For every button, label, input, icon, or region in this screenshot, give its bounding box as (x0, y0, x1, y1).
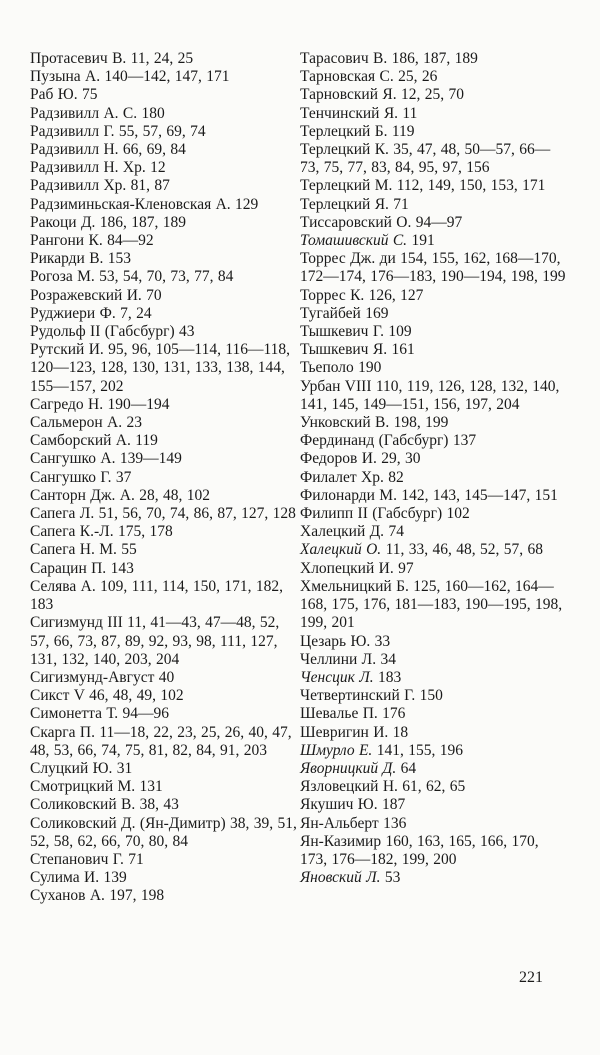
entry-pages: 11 (402, 104, 418, 122)
index-entry (300, 414, 568, 432)
index-entry (300, 196, 568, 214)
index-entry (300, 86, 568, 104)
entry-pages: 94—97 (415, 213, 463, 231)
entry-name: Торрес К. (300, 286, 365, 304)
index-entry (300, 742, 568, 760)
index-entry (30, 141, 298, 159)
entry-name: Радзивилл Г. (30, 122, 115, 140)
index-entry (30, 487, 298, 505)
entry-pages: 119 (135, 432, 158, 450)
index-entry (300, 250, 568, 286)
entry-name: Рогоза М. (30, 268, 95, 286)
entry-pages: 7, 24 (120, 304, 152, 322)
index-entry (30, 760, 298, 778)
entry-pages: 37 (115, 468, 132, 486)
index-entry (30, 541, 298, 559)
entry-name: Халецкий О. (300, 541, 382, 559)
entry-name: Раб Ю. (30, 86, 78, 104)
entry-name: Федоров И. (300, 450, 377, 468)
entry-pages: 25, 26 (398, 68, 438, 86)
entry-name: Филипп II (Габсбург) (300, 505, 443, 523)
index-entry (300, 669, 568, 687)
entry-name: Сапега Л. (30, 505, 95, 523)
index-entry (30, 450, 298, 468)
index-column-left (30, 50, 298, 906)
index-entry (300, 833, 568, 869)
entry-pages: 197, 198 (109, 887, 165, 905)
index-entry (300, 541, 568, 559)
entry-pages: 140—142, 147, 171 (104, 68, 230, 86)
entry-pages: 29, 30 (381, 450, 421, 468)
index-entry (30, 469, 298, 487)
index-entry (30, 68, 298, 86)
entry-pages: 187 (381, 796, 406, 814)
entry-name: Урбан VIII (300, 377, 372, 395)
entry-name: Радзивилл Хр. (30, 177, 127, 195)
entry-pages: 40 (158, 668, 175, 686)
entry-name: Шевригин И. (300, 723, 389, 741)
entry-pages: 190 (358, 359, 382, 377)
entry-name: Терлецкий К. (300, 141, 389, 159)
entry-name: Рангони К. (30, 232, 103, 250)
entry-name: Соликовский Д. (Ян-Димитр) (30, 814, 226, 832)
entry-pages: 82 (388, 468, 404, 486)
index-entry (30, 815, 298, 851)
index-entry (300, 760, 568, 778)
index-entry (30, 705, 298, 723)
entry-name: Ян-Альберт (300, 814, 379, 832)
index-entry (30, 687, 298, 705)
entry-pages: 11—18, 22, 23, 25, 26, 40, 47, 48, 53, 66, 74, 75, 81, 82, 84, 91, 203 (30, 723, 292, 759)
entry-name: Пузына А. (30, 68, 101, 86)
entry-pages: 11, 33, 46, 48, 52, 57, 68 (385, 541, 543, 559)
entry-pages: 154, 155, 162, 168—170, 172—174, 176—183, 190—194, 198, 199 (300, 250, 566, 286)
entry-name: Сангушко А. (30, 450, 116, 468)
entry-name: Санторн Дж. А. (30, 486, 135, 504)
index-entry (300, 505, 568, 523)
entry-pages: 139—149 (119, 450, 182, 468)
index-entry (30, 614, 298, 669)
index-entry (30, 214, 298, 232)
entry-name: Филонарди М. (300, 486, 397, 504)
entry-name: Терлецкий Б. (300, 122, 388, 140)
entry-name: Хлопецкий И. (300, 559, 394, 577)
entry-pages: 102 (446, 505, 470, 523)
entry-name: Руджиери Ф. (30, 304, 116, 322)
index-entry (30, 505, 298, 523)
entry-name: Радзиминьская-Кленовская А. (30, 195, 231, 213)
index-entry (300, 560, 568, 578)
index-entry (30, 341, 298, 396)
entry-name: Протасевич В. (30, 50, 127, 67)
index-entry (30, 414, 298, 432)
index-entry (300, 68, 568, 86)
index-entry (30, 724, 298, 760)
entry-name: Скарга П. (30, 723, 95, 741)
entry-name: Тьеполо (300, 359, 354, 377)
entry-pages: 186, 187, 189 (99, 213, 187, 231)
entry-name: Торрес Дж. ди (300, 250, 396, 268)
entry-pages: 84—92 (107, 232, 154, 250)
entry-name: Симонетта Т. (30, 705, 119, 723)
entry-pages: 136 (383, 814, 407, 832)
index-entry (30, 123, 298, 141)
entry-name: Яновский Л. (300, 869, 381, 887)
entry-name: Яворницкий Д. (300, 759, 397, 777)
index-entry (30, 177, 298, 195)
entry-name: Сигизмунд-Август (30, 668, 155, 686)
entry-pages: 180 (141, 104, 165, 122)
entry-pages: 175, 178 (117, 523, 173, 541)
index-entry (300, 105, 568, 123)
entry-name: Шмурло Е. (300, 741, 373, 759)
entry-pages: 137 (452, 432, 477, 450)
index-entry (30, 305, 298, 323)
entry-pages: 55 (121, 541, 137, 559)
entry-pages: 143 (110, 559, 134, 577)
entry-pages: 55, 57, 69, 74 (118, 122, 206, 140)
entry-name: Тарасович В. (300, 50, 388, 67)
entry-name: Рикарди В. (30, 250, 104, 268)
entry-name: Сапега Н. М. (30, 541, 117, 559)
entry-pages: 183 (378, 668, 402, 686)
index-entry (300, 869, 568, 887)
entry-pages: 34 (380, 650, 396, 668)
entry-pages: 153 (107, 250, 132, 268)
index-entry (30, 851, 298, 869)
entry-name: Розражевский И. (30, 286, 142, 304)
index-entry (30, 287, 298, 305)
entry-name: Слуцкий Ю. (30, 759, 113, 777)
entry-name: Якушич Ю. (300, 796, 378, 814)
entry-name: Хмельницкий Б. (300, 577, 409, 595)
entry-pages: 198, 199 (393, 414, 449, 432)
entry-pages: 160, 163, 165, 166, 170, 173, 176—182, 199, 200 (300, 832, 539, 868)
entry-pages: 126, 127 (368, 286, 424, 304)
entry-name: Соликовский В. (30, 796, 136, 814)
entry-name: Тышкевич Я. (300, 341, 388, 359)
entry-name: Сигизмунд III (30, 614, 123, 632)
index-entry (300, 651, 568, 669)
entry-pages: 74 (388, 523, 404, 541)
index-entry (30, 86, 298, 104)
index-entry (300, 705, 568, 723)
entry-name: Сангушко Г. (30, 468, 112, 486)
entry-name: Халецкий Д. (300, 523, 385, 541)
entry-name: Радзивилл Н. Хр. (30, 159, 146, 177)
index-entry (300, 177, 568, 195)
index-entry (300, 469, 568, 487)
entry-pages: 35, 47, 48, 50—57, 66—73, 75, 77, 83, 84, 95, 97, 156 (300, 141, 551, 177)
entry-name: Сагредо Н. (30, 395, 104, 413)
index-entry (300, 796, 568, 814)
index-entry (300, 523, 568, 541)
entry-pages: 12, 25, 70 (400, 86, 464, 104)
entry-pages: 190—194 (107, 395, 170, 413)
entry-pages: 12 (150, 159, 166, 177)
index-entry (300, 815, 568, 833)
entry-name: Четвертинский Г. (300, 687, 416, 705)
index-entry (30, 323, 298, 341)
entry-name: Степанович Г. (30, 850, 124, 868)
entry-pages: 51, 56, 70, 74, 86, 87, 127, 128 (98, 505, 296, 523)
entry-name: Сальмерон А. (30, 414, 123, 432)
index-entry (300, 633, 568, 651)
entry-name: Самборский А. (30, 432, 131, 450)
entry-name: Ченсцик Л. (300, 668, 374, 686)
entry-name: Рудольф II (Габсбург) (30, 323, 175, 341)
entry-pages: 119 (391, 122, 415, 140)
entry-name: Сапега К.-Л. (30, 523, 114, 541)
index-entry (300, 578, 568, 633)
entry-pages: 11, 24, 25 (130, 50, 194, 67)
entry-name: Унковский В. (300, 414, 390, 432)
entry-name: Тарновский Я. (300, 86, 397, 104)
index-entry (30, 869, 298, 887)
entry-pages: 150 (419, 687, 443, 705)
entry-pages: 33 (374, 632, 391, 650)
entry-pages: 176 (382, 705, 406, 723)
index-entry (300, 778, 568, 796)
entry-pages: 81, 87 (130, 177, 170, 195)
index-entry (300, 724, 568, 742)
entry-pages: 31 (116, 759, 133, 777)
index-entry (300, 123, 568, 141)
entry-pages: 125, 160—162, 164—168, 175, 176, 181—183, 190—195, 198, 199, 201 (300, 577, 563, 632)
entry-pages: 38, 43 (139, 796, 179, 814)
entry-pages: 75 (81, 86, 98, 104)
entry-pages: 53, 54, 70, 73, 77, 84 (99, 268, 234, 286)
entry-pages: 97 (398, 559, 414, 577)
entry-name: Тенчинский Я. (300, 104, 399, 122)
index-entry (300, 287, 568, 305)
entry-pages: 38, 39, 51, 52, 58, 62, 66, 70, 80, 84 (30, 814, 297, 850)
entry-name: Селява А. (30, 577, 96, 595)
entry-name: Тиссаровский О. (300, 213, 412, 231)
entry-name: Тугайбей (300, 304, 361, 322)
entry-pages: 139 (103, 869, 127, 887)
index-column-right (300, 50, 568, 887)
index-entry (30, 796, 298, 814)
entry-name: Терлецкий Я. (300, 195, 389, 213)
entry-name: Сикст V (30, 687, 85, 705)
entry-pages: 169 (365, 304, 389, 322)
index-entry (300, 214, 568, 232)
entry-name: Тарновская С. (300, 68, 394, 86)
entry-pages: 191 (411, 232, 435, 250)
entry-name: Шевалье П. (300, 705, 378, 723)
entry-name: Суханов А. (30, 887, 105, 905)
index-entry (30, 159, 298, 177)
index-entry (30, 268, 298, 286)
entry-pages: 186, 187, 189 (391, 50, 478, 67)
entry-pages: 95, 96, 105—114, 116—118, 120—123, 128, 130, 131, 133, 138, 144, 155—157, 202 (30, 341, 291, 395)
entry-pages: 18 (392, 723, 409, 741)
entry-name: Рутский И. (30, 341, 104, 359)
entry-pages: 43 (179, 323, 195, 341)
entry-name: Радзивилл А. С. (30, 104, 138, 122)
index-entry (30, 105, 298, 123)
entry-name: Терлецкий М. (300, 177, 393, 195)
index-entry (300, 687, 568, 705)
entry-pages: 11, 41—43, 47—48, 52, 57, 66, 73, 87, 89, 92, 93, 98, 111, 127, 131, 132, 140, 203, 204 (30, 614, 280, 668)
index-entry (300, 141, 568, 177)
entry-pages: 53 (384, 869, 401, 887)
entry-pages: 142, 143, 145—147, 151 (401, 486, 558, 504)
index-entry (30, 778, 298, 796)
entry-name: Сулима И. (30, 869, 100, 887)
index-entry (30, 232, 298, 250)
index-entry (300, 487, 568, 505)
entry-pages: 23 (126, 414, 142, 432)
entry-name: Филалет Хр. (300, 468, 384, 486)
entry-pages: 109 (388, 323, 412, 341)
entry-pages: 28, 48, 102 (139, 486, 210, 504)
index-entry (30, 887, 298, 905)
index-entry (300, 450, 568, 468)
entry-pages: 112, 149, 150, 153, 171 (396, 177, 546, 195)
entry-name: Смотрицкий М. (30, 778, 136, 796)
entry-name: Цезарь Ю. (300, 632, 371, 650)
index-entry (300, 323, 568, 341)
index-entry (300, 378, 568, 414)
index-entry (30, 396, 298, 414)
index-entry (30, 523, 298, 541)
index-entry (300, 359, 568, 377)
entry-pages: 46, 48, 49, 102 (89, 687, 184, 705)
entry-pages: 61, 62, 65 (402, 778, 466, 796)
index-entry (30, 578, 298, 614)
index-entry (30, 560, 298, 578)
entry-pages: 71 (128, 850, 144, 868)
index-entry (30, 250, 298, 268)
entry-pages: 70 (146, 286, 162, 304)
index-entry (300, 232, 568, 250)
index-entry (300, 432, 568, 450)
entry-pages: 71 (393, 195, 409, 213)
entry-pages: 141, 155, 196 (376, 741, 463, 759)
entry-pages: 66, 69, 84 (122, 141, 186, 159)
index-entry (30, 196, 298, 214)
entry-name: Тышкевич Г. (300, 323, 384, 341)
index-entry (30, 432, 298, 450)
entry-name: Фердинанд (Габсбург) (300, 432, 449, 450)
entry-name: Ракоци Д. (30, 213, 96, 231)
entry-pages: 131 (139, 778, 163, 796)
entry-name: Челлини Л. (300, 650, 377, 668)
index-entry (30, 50, 298, 68)
entry-name: Ян-Казимир (300, 832, 382, 850)
index-entry (300, 341, 568, 359)
entry-pages: 129 (235, 195, 259, 213)
index-entry (300, 305, 568, 323)
entry-name: Язловецкий Н. (300, 778, 398, 796)
entry-pages: 161 (391, 341, 415, 359)
entry-pages: 109, 111, 114, 150, 171, 182, 183 (30, 577, 283, 614)
entry-pages: 110, 119, 126, 128, 132, 140, 141, 145, 149—151, 156, 197, 204 (300, 377, 560, 413)
entry-name: Радзивилл Н. (30, 141, 119, 159)
index-entry (300, 50, 568, 68)
index-entry (30, 669, 298, 687)
entry-pages: 94—96 (122, 705, 170, 723)
entry-name: Томашивский С. (300, 232, 408, 250)
entry-name: Сарацин П. (30, 559, 107, 577)
page-number: 221 (519, 969, 543, 986)
entry-pages: 64 (400, 759, 417, 777)
